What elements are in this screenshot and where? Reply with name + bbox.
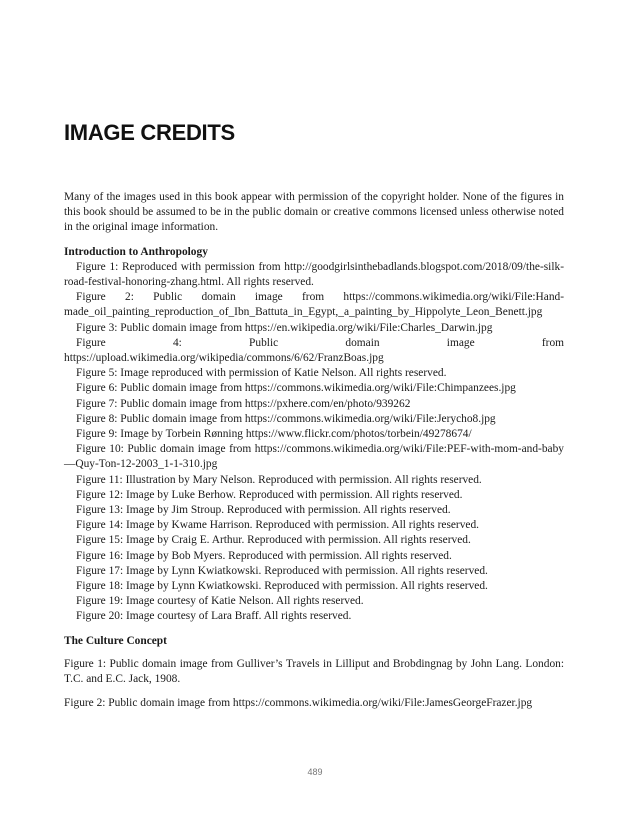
page-title: IMAGE CREDITS — [64, 120, 235, 145]
figure-credit: Figure 13: Image by Jim Stroup. Reproduced with permission. All rights reserved. — [76, 504, 451, 517]
figure-credit: Figure 5: Image reproduced with permission of Katie Nelson. All rights reserved. — [76, 367, 447, 380]
figure-credit: Figure 6: Public domain image from https://commons.wikimedia.org/wiki/File:Chimpanzees.jpg — [76, 382, 516, 395]
figure-credit: Figure 16: Image by Bob Myers. Reproduced with permission. All rights reserved. — [76, 549, 452, 562]
section-heading: Introduction to Anthropology — [64, 245, 208, 258]
figure-credit: Figure 10: Public domain image from https://commons.wikimedia.org/wiki/File:PEF-with-mom-and-baby—Quy-Ton-12-2003_1-1-310.jpg — [64, 443, 564, 471]
figure-credit: Figure 15: Image by Craig E. Arthur. Reproduced with permission. All rights reserved. — [76, 534, 471, 547]
figure-credit: Figure 20: Image courtesy of Lara Braff. All rights reserved. — [76, 610, 352, 623]
intro-paragraph: Many of the images used in this book appear with permission of the copyright holder. None of the figures in this book should be assumed to be in the public domain or creative commons licensed unless otherwise noted in the original image information. — [64, 191, 564, 234]
page-body — [64, 190, 564, 721]
figure-credit: Figure 1: Reproduced with permission from http://goodgirlsinthebadlands.blogspot.com/2018/09/the-silk-road-festival-honoring-zhang.html. All rights reserved. — [64, 260, 564, 289]
figure-credit: Figure 17: Image by Lynn Kwiatkowski. Reproduced with permission. All rights reserved. — [76, 564, 488, 577]
section-introduction-to-anthropology — [64, 245, 564, 625]
section-heading: The Culture Concept — [64, 634, 167, 647]
figure-credit: Figure 7: Public domain image from https://pxhere.com/en/photo/939262 — [76, 397, 411, 410]
figure-credit: Figure 1: Public domain image from Gulliver’s Travels in Lilliput and Brobdingnag by John Lang. London: T.C. and E.C. Jack, 1908. — [64, 657, 564, 686]
figure-credit: Figure 3: Public domain image from https://en.wikipedia.org/wiki/File:Charles_Darwin.jpg — [76, 321, 493, 334]
figure-credit: Figure 8: Public domain image from https://commons.wikimedia.org/wiki/File:Jerycho8.jpg — [76, 412, 496, 425]
page-number: 489 — [307, 767, 323, 777]
figure-credit: Figure 4: Public domain image from https://upload.wikimedia.org/wikipedia/commons/6/62/FranzBoas.jpg — [64, 336, 564, 365]
figure-credit: Figure 11: Illustration by Mary Nelson. Reproduced with permission. All rights reserved. — [76, 473, 482, 486]
figure-credit: Figure 12: Image by Luke Berhow. Reproduced with permission. All rights reserved. — [76, 488, 463, 501]
figure-credit: Figure 19: Image courtesy of Katie Nelson. All rights reserved. — [76, 595, 364, 608]
figure-credit: Figure 9: Image by Torbein Rønning https://www.flickr.com/photos/torbein/49278674/ — [76, 428, 472, 441]
figure-credit: Figure 2: Public domain image from https://commons.wikimedia.org/wiki/File:Hand-made_oil_painting_reproduction_of_Ibn_Battuta_in_Egypt,_a_painting_by_Hippolyte_Leon_Benett.jpg — [64, 291, 564, 319]
section-the-culture-concept — [64, 634, 564, 712]
figure-credit: Figure 2: Public domain image from https://commons.wikimedia.org/wiki/File:JamesGeorgeFrazer.jpg — [64, 697, 533, 710]
figure-credit: Figure 14: Image by Kwame Harrison. Reproduced with permission. All rights reserved. — [76, 519, 480, 532]
figure-credit: Figure 18: Image by Lynn Kwiatkowski. Reproduced with permission. All rights reserved. — [76, 580, 488, 593]
